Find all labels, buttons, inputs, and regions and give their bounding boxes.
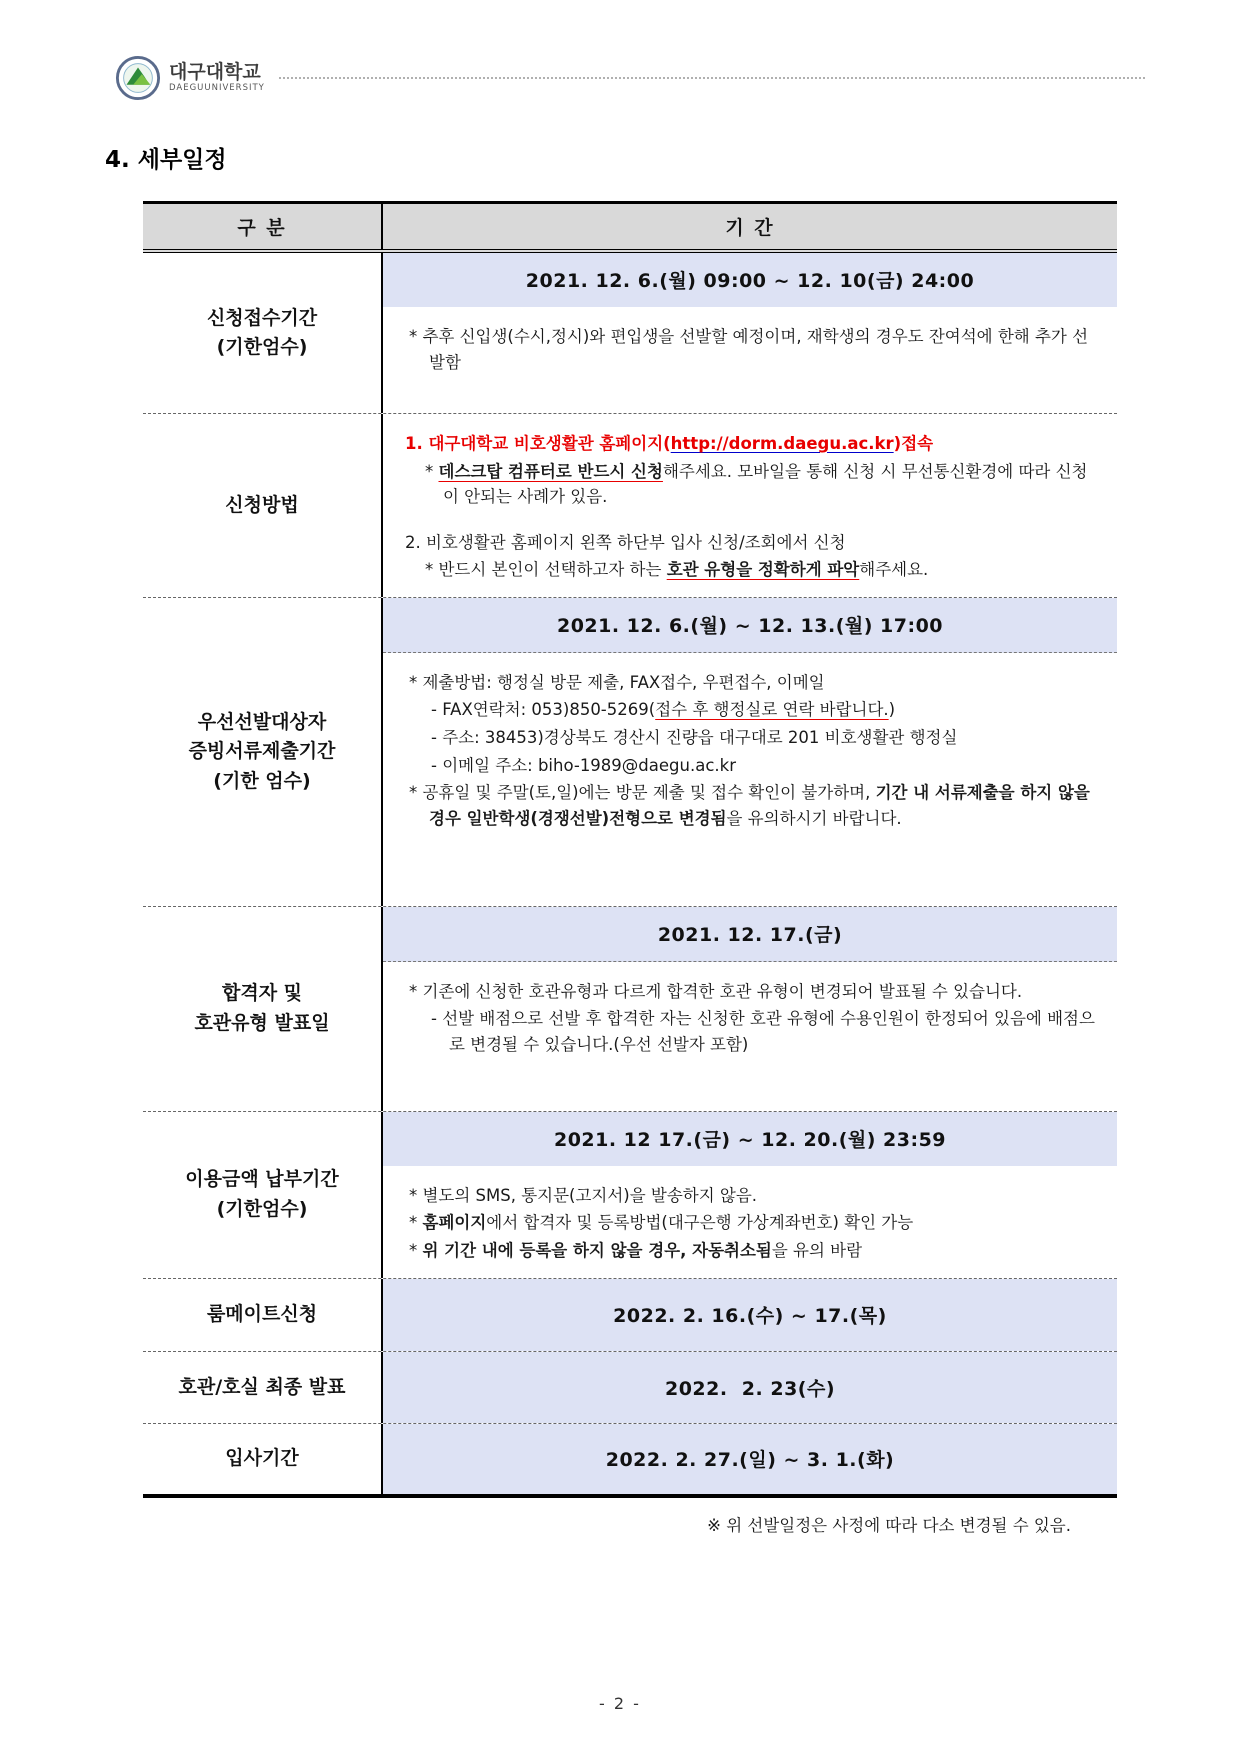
table-body <box>143 253 1117 1494</box>
row-label <box>143 414 383 597</box>
note-line <box>431 697 1101 723</box>
row-content <box>383 1112 1117 1278</box>
dorm-url-link[interactable]: http://dorm.daegu.ac.kr <box>670 434 894 453</box>
text-segment: * <box>409 1213 423 1233</box>
row-label-line: 이용금액 납부기간 <box>185 1168 339 1191</box>
text-segment: * <box>409 1240 423 1260</box>
row-label-line: (기한 엄수) <box>213 769 311 792</box>
note-line <box>409 1210 1101 1236</box>
text-segment: 에서 합격자 및 등록방법(대구은행 가상계좌번호) 확인 가능 <box>486 1213 914 1233</box>
text-segment: * 추후 신입생(수시,정시)와 편입생을 선발할 예정이며, 재학생의 경우도 잔여석에 한해 추가 선발함 <box>409 327 1089 372</box>
note-line <box>409 670 1101 696</box>
text-segment: 접수 후 행정실로 연락 바랍니다. <box>655 700 889 720</box>
note-line <box>409 1238 1101 1264</box>
text-segment: - 주소: 38453)경상북도 경산시 진량읍 대구대로 201 비호생활관 행정실 <box>431 727 958 747</box>
table-row <box>143 253 1117 414</box>
table-header-row <box>143 204 1117 253</box>
row-label-line: 증빙서류제출기간 <box>188 740 336 763</box>
row-content <box>383 253 1117 413</box>
row-content <box>383 414 1117 597</box>
row-label-line: (기한엄수) <box>216 336 308 358</box>
row-label-line: 신청방법 <box>225 493 299 516</box>
note-line <box>409 1183 1101 1209</box>
row-content <box>383 598 1117 906</box>
notes-block <box>383 1166 1117 1278</box>
university-seal-icon <box>115 55 161 101</box>
note-spacer <box>405 512 1101 528</box>
note-line <box>431 1006 1101 1057</box>
university-logo <box>115 55 265 101</box>
note-line <box>405 431 1101 457</box>
text-segment: 호관 유형을 정확하게 파악 <box>666 560 860 580</box>
row-label <box>143 1112 383 1278</box>
row-label <box>143 1352 383 1423</box>
table-row <box>143 907 1117 1112</box>
row-label <box>143 598 383 906</box>
period-band: 2021. 12. 6.(월) ~ 12. 13.(월) 17:00 <box>383 598 1117 653</box>
period-band: 2021. 12. 17.(금) <box>383 907 1117 962</box>
schedule-table <box>143 201 1117 1498</box>
row-content <box>383 907 1117 1111</box>
text-segment: - 선발 배점으로 선발 후 합격한 자는 신청한 호관 유형에 수용인원이 한정되어 있음에 배점으로 변경될 수 있습니다.(우선 선발자 포함) <box>431 1009 1095 1054</box>
text-segment: )접속 <box>893 434 934 453</box>
note-line <box>409 780 1101 831</box>
period-band: 2022. 2. 16.(수) ~ 17.(목) <box>613 1305 887 1328</box>
text-segment: * 제출방법: 행정실 방문 제출, FAX접수, 우편접수, 이메일 <box>409 672 825 692</box>
logo-korean-name: 대구대학교 <box>169 61 261 84</box>
text-segment: * <box>425 461 439 481</box>
text-segment: ) <box>888 700 896 720</box>
footnote: ※ 위 선발일정은 사정에 따라 다소 변경될 수 있음. <box>707 1515 1071 1535</box>
row-label <box>143 253 383 413</box>
notes-block <box>383 414 1117 597</box>
text-segment: - FAX연락처: 053)850-5269( <box>431 700 656 720</box>
text-segment: 데스크탑 컴퓨터로 반드시 신청 <box>438 461 663 481</box>
row-content <box>383 1424 1117 1494</box>
notes-block <box>383 962 1117 1072</box>
column-header-category: 구 분 <box>143 204 383 249</box>
text-segment: 기간 내 서류제출을 하지 않을 경우 일반학생(경쟁선발)전형으로 변경됨 <box>429 783 1090 828</box>
text-segment: 홈페이지 <box>422 1213 487 1233</box>
row-label <box>143 907 383 1111</box>
table-row <box>143 1279 1117 1352</box>
table-row <box>143 1112 1117 1279</box>
row-label <box>143 1424 383 1494</box>
text-segment: 을 유의 바람 <box>771 1240 863 1260</box>
note-line <box>409 324 1101 375</box>
text-segment: * 반드시 본인이 선택하고자 하는 <box>425 560 667 580</box>
table-row <box>143 1424 1117 1494</box>
row-label-line: 입사기간 <box>225 1447 299 1470</box>
text-segment: 해주세요. <box>859 560 929 580</box>
note-line <box>405 530 1101 556</box>
period-band: 2022. 2. 23(수) <box>664 1377 836 1400</box>
row-label-line: 합격자 및 <box>221 982 303 1005</box>
row-content <box>383 1279 1117 1351</box>
table-row <box>143 414 1117 598</box>
text-segment: 1. 대구대학교 비호생활관 홈페이지( <box>405 434 671 453</box>
row-label-line: (기한엄수) <box>216 1197 308 1220</box>
row-label-line: 룸메이트신청 <box>206 1303 318 1326</box>
text-segment: * 기존에 신청한 호관유형과 다르게 합격한 호관 유형이 변경되어 발표될 수 있습니다. <box>409 981 1023 1001</box>
row-label-line: 신청접수기간 <box>206 306 318 329</box>
row-label-line: 호관유형 발표일 <box>194 1011 330 1034</box>
text-segment: - 이메일 주소: biho-1989@daegu.ac.kr <box>431 755 736 775</box>
row-label <box>143 1279 383 1351</box>
note-line <box>425 557 1101 583</box>
letterhead <box>115 55 1145 101</box>
note-line <box>425 459 1101 510</box>
text-segment: * 공휴일 및 주말(토,일)에는 방문 제출 및 접수 확인이 불가하며, <box>409 783 876 803</box>
column-header-period: 기 간 <box>725 217 775 239</box>
note-line <box>409 979 1101 1005</box>
logo-english-name: DAEGUUNIVERSITY <box>169 82 265 93</box>
note-line <box>431 753 1101 779</box>
table-row <box>143 1352 1117 1424</box>
header-dotted-rule <box>279 77 1145 79</box>
period-band: 2021. 12 17.(금) ~ 12. 20.(월) 23:59 <box>383 1112 1117 1166</box>
period-band: 2022. 2. 27.(일) ~ 3. 1.(화) <box>605 1449 895 1472</box>
section-title: 4. 세부일정 <box>105 147 227 173</box>
notes-block <box>383 307 1117 389</box>
text-segment: 위 기간 내에 등록을 하지 않을 경우, 자동취소됨 <box>422 1240 772 1260</box>
table-row <box>143 598 1117 907</box>
period-band: 2021. 12. 6.(월) 09:00 ~ 12. 10(금) 24:00 <box>383 253 1117 307</box>
text-segment: 해주세요. 모바일을 통해 신청 시 무선통신환경에 따라 신청이 안되는 사례가 있음. <box>443 461 1088 507</box>
page-number: - 2 - <box>599 1694 641 1713</box>
row-label-line: 우선선발대상자 <box>197 710 327 733</box>
text-segment: 2. 비호생활관 홈페이지 왼쪽 하단부 입사 신청/조회에서 신청 <box>405 532 846 552</box>
row-content <box>383 1352 1117 1423</box>
notes-block <box>383 653 1117 845</box>
text-segment: 을 유의하시기 바랍니다. <box>726 808 902 828</box>
note-line <box>431 725 1101 751</box>
text-segment: * 별도의 SMS, 통지문(고지서)을 발송하지 않음. <box>409 1185 758 1205</box>
row-label-line: 호관/호실 최종 발표 <box>178 1375 346 1398</box>
